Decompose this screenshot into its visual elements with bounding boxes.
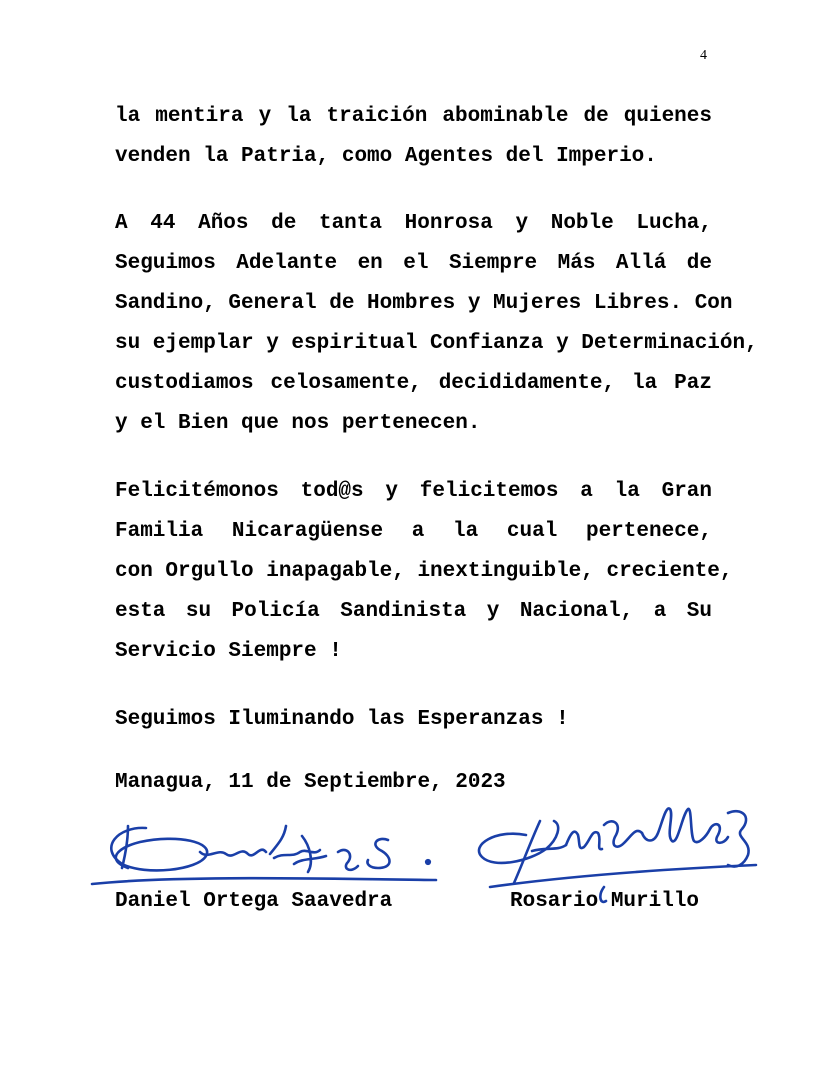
text-line: Sandino, General de Hombres y Mujeres Libres. Con (115, 292, 733, 315)
text-line: A 44 Años de tanta Honrosa y Noble Lucha, (115, 212, 712, 235)
text-line: con Orgullo inapagable, inextinguible, creciente, (115, 560, 733, 583)
text-line: custodiamos celosamente, decididamente, la Paz (115, 372, 712, 395)
text-line: venden la Patria, como Agentes del Imperio. (115, 145, 657, 168)
text-line: Felicitémonos tod@s y felicitemos a la Gran (115, 480, 712, 503)
closing-text: Seguimos Iluminando las Esperanzas ! (115, 708, 569, 731)
text-line: Servicio Siempre ! (115, 640, 342, 663)
paragraph-2 (115, 204, 758, 444)
text-line: y el Bien que nos pertenecen. (115, 412, 481, 435)
text-line: Familia Nicaragüense a la cual pertenece, (115, 520, 712, 543)
closing-line (115, 700, 712, 740)
text-line: la mentira y la traición abominable de quienes (115, 105, 712, 128)
signature-daniel-ortega (88, 818, 448, 898)
page-number: 4 (700, 48, 707, 63)
paragraph-3 (115, 472, 733, 672)
text-line: Seguimos Adelante en el Siempre Más Allá de (115, 252, 712, 275)
text-line: esta su Policía Sandinista y Nacional, a Su (115, 600, 712, 623)
signatory-name-rosario: Rosario Murillo (510, 890, 700, 913)
paragraph-1 (115, 97, 712, 177)
place-date-text: Managua, 11 de Septiembre, 2023 (115, 771, 506, 794)
text-line: su ejemplar y espiritual Confianza y Determinación, (115, 332, 758, 355)
signatory-name-daniel: Daniel Ortega Saavedra (115, 890, 393, 913)
